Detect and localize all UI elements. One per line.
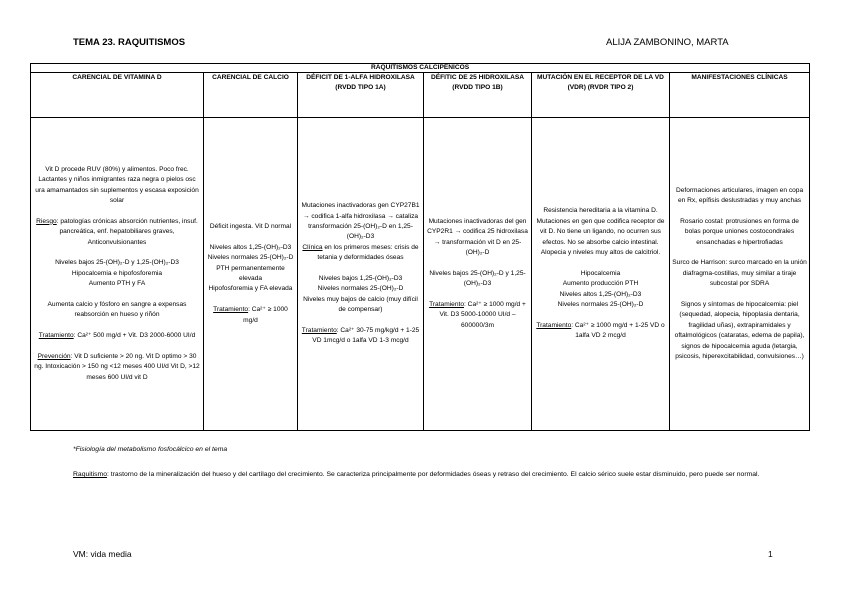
tratamiento-text: : Ca²⁺ ≥ 1000 mg/d + Vit. D3 5000-10000 UI/d – 600000/3m — [439, 301, 526, 329]
prevencion-text: : Vit D suficiente > 20 ng. Vit D optimo > 30 ng. Intoxicación > 150 ng <12 meses 400 UI/d Vit D, >12 meses 600 UI/d vit D — [34, 353, 200, 381]
tratamiento-label: Tratamiento — [429, 301, 465, 309]
alfa-text-1: Mutaciones inactivadoras gen CYP27B1 → codifica 1-alfa hidroxilasa → cataliza transformación 25-(OH)₂-D en 1,25-(OH)₂-D3 — [301, 202, 420, 241]
h25-text-1: Mutaciones inactivadoras del gen CYP2R1 → codifica 25 hidroxilasa → transformación vit D en 25-(OH)₂-D — [427, 217, 528, 256]
tratamiento-label: Tratamiento — [38, 332, 74, 340]
cell-manifestaciones — [670, 118, 810, 431]
tratamiento-text: : Ca²⁺ 30-75 mg/kg/d + 1-25 VD 1mcg/d o 1alfa VD 1-3 mcg/d — [312, 327, 420, 345]
vdr-tratamiento — [534, 321, 667, 342]
footer-note: VM: vida media — [73, 549, 132, 559]
column-header-manifestaciones: MANIFESTACIONES CLÍNICAS — [670, 73, 810, 118]
manifestaciones-p1: Deformaciones articulares, imagen en copa en Rx, epífisis deslustradas y muy anchas — [675, 186, 804, 204]
alfa-clinica — [300, 243, 421, 264]
definition-label: Raquitismo — [73, 471, 107, 478]
tratamiento-label: Tratamiento — [301, 327, 337, 335]
tratamiento-text: : Ca²⁺ 500 mg/d + Vit. D3 2000-6000 UI/d — [73, 332, 196, 340]
cell-deficit-25 — [424, 118, 532, 431]
vitd-riesgo — [33, 217, 201, 248]
column-header-deficit-25: DÉFITIC DE 25 HIDROXILASA (RVDD TIPO 1B) — [424, 73, 532, 118]
definition-paragraph — [73, 469, 773, 481]
alfa-text-2: Niveles bajos 1,25-(OH)₂-D3 Niveles normales 25-(OH)₂-D Niveles muy bajos de calcio (muy difícil de compensar) — [303, 275, 418, 314]
vitd-tratamiento — [33, 331, 201, 341]
vdr-text-2: Hipocalcemia Aumento producción PTH Niveles altos 1,25-(OH)₂-D3 Niveles normales 25-(OH)₂-D — [557, 269, 644, 309]
page-number: 1 — [768, 549, 773, 559]
h25-tratamiento — [426, 300, 529, 331]
cell-carencial-vitamina-d — [31, 118, 204, 431]
cell-mutacion-receptor — [532, 118, 670, 431]
vitd-intro: Vit D procede RUV (80%) y alimentos. Poco frec. Lactantes y niños inmigrantes raza negra o pielos osc ura amamantados sin suplementos y escasa exposición solar — [35, 165, 199, 204]
tratamiento-label: Tratamiento — [213, 306, 249, 314]
definition-text: : trastorno de la mineralización del hueso y del cartílago del crecimiento. Se caracteriza principalmente por deformidades óseas y retraso del crecimiento. El calcio sérico suele estar disminuido, pero puede ser normal. — [107, 471, 760, 478]
vitd-prevencion — [33, 352, 201, 383]
prevencion-label: Prevención — [37, 353, 71, 361]
column-header-carencial-calcio: CARENCIAL DE CALCIO — [204, 73, 298, 118]
document-title: TEMA 23. RAQUITISMOS — [73, 37, 186, 48]
clinica-text: en los primeros meses: crisis de tetania y deformidades óseas — [317, 243, 419, 262]
tratamiento-label: Tratamiento — [536, 321, 572, 329]
column-header-carencial-vitamina-d: CARENCIAL DE VITAMINA D — [31, 73, 204, 118]
author-name: ALIJA ZAMBONINO, MARTA — [606, 37, 729, 48]
vitd-effect: Aumenta calcio y fósforo en sangre a expensas reabsorción en hueso y riñón — [47, 301, 187, 319]
clinica-label: Clínica — [302, 243, 323, 251]
calcio-text: Déficit ingesta. Vit D normal Niveles altos 1,25-(OH)₂-D3 Niveles normales 25-(OH)₂-D PTH permanentemente elevada Hipofosforemia y FA elevada — [207, 222, 294, 293]
tratamiento-text: : Ca²⁺ ≥ 1000 mg/d + 1-25 VD o 1alfa VD 2 mcg/d — [571, 321, 665, 340]
manifestaciones-p2: Rosario costal: protrusiones en forma de bolas porque uniones costocondrales ensanchadas e hipertrofiadas — [680, 217, 799, 246]
manifestaciones-p3: Surco de Harrison: surco marcado en la unión diafragma-costillas, muy similar a tiraje subcostal por SDRA — [672, 259, 807, 288]
vdr-text-1: Resistencia hereditaria a la vitamina D. Mutaciones en gen que codifica receptor de vit D. No tiene un ligando, no ocurren sus efectos. No se absorbe calcio intestinal. Alopecia y niveles muy altos de calcitriol. — [536, 207, 665, 256]
manifestaciones-p4: Signos y síntomas de hipocalcemia: piel (sequedad, alopecia, hipoplasia dentaria, fragilidad uñas), extrapiramidales y oftalmológicos (cataratas, edema de papila), signos de hipocalcemia aguda (letargia, psicosis, hiperexcitabilidad, convulsiones…) — [674, 301, 805, 361]
column-header-mutacion-receptor: MUTACIÓN EN EL RECEPTOR DE LA VD (VDR) (RVDR TIPO 2) — [532, 73, 670, 118]
cell-deficit-1-alfa — [298, 118, 424, 431]
alfa-tratamiento — [300, 326, 421, 347]
raquitismos-table — [30, 63, 810, 431]
cell-carencial-calcio — [204, 118, 298, 431]
footnote: *Fisiología del metabolismo fosfocálcico en el tema — [73, 446, 228, 453]
table-group-title: RAQUITISMOS CALCIPÉNICOS — [31, 64, 810, 73]
riesgo-text: : patologías crónicas absorción nutrientes, insuf. pancreática, enf. hepatobiliares graves, Anticonvulsionantes — [56, 217, 198, 246]
column-header-deficit-1-alfa: DÉFICIT DE 1-ALFA HIDROXILASA (RVDD TIPO 1A) — [298, 73, 424, 118]
riesgo-label: Riesgo — [36, 217, 57, 225]
h25-text-2: Niveles bajos 25-(OH)₂-D y 1,25-(OH)₂-D3 — [429, 269, 526, 288]
tratamiento-text: : Ca²⁺ ≥ 1000 mg/d — [243, 306, 288, 324]
calcio-tratamiento — [206, 305, 295, 326]
vitd-labs: Niveles bajos 25-(OH)₂-D y 1,25-(OH)₂-D3 Hipocalcemia e hipofosforemia Aumento PTH y FA — [55, 259, 179, 288]
